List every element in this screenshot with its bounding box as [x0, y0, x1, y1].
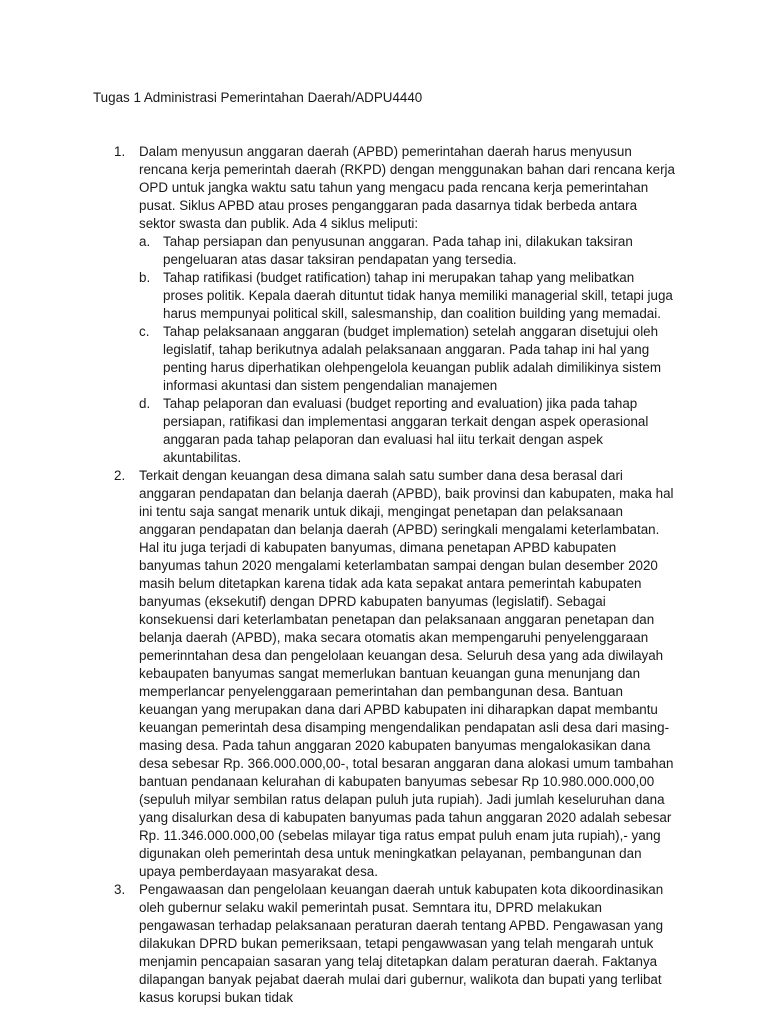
- sub-list-item-letter: d.: [139, 396, 151, 411]
- sub-list-item: [139, 395, 676, 467]
- sub-list: [139, 233, 676, 467]
- sub-list-item-text: Tahap persiapan dan penyusunan anggaran. Pada tahap ini, dilakukan taksiran pengeluaran atas dasar taksiran pendapatan yang tersedia.: [163, 234, 633, 267]
- list-item-number: 2.: [114, 468, 126, 483]
- sub-list-item: [139, 323, 676, 395]
- sub-list-item-text: Tahap pelaksanaan anggaran (budget implemation) setelah anggaran disetujui oleh legislatif, tahap berikutnya adalah pelaksanaan anggaran. Pada tahap ini hal yang penting harus diperhatikan olehpengelola keuangan publik adalah dimilikinya sistem informasi akuntasi dan sistem pengendalian manajemen: [163, 324, 662, 393]
- list-item-number: 3.: [114, 882, 126, 897]
- numbered-list: [0, 143, 768, 1007]
- sub-list-item: [139, 269, 676, 323]
- sub-list-item-letter: c.: [139, 324, 150, 339]
- document-title: Tugas 1 Administrasi Pemerintahan Daerah/ADPU4440: [93, 90, 423, 105]
- list-item-text: Dalam menyusun anggaran daerah (APBD) pemerintahan daerah harus menyusun rencana kerja pemerintah daerah (RKPD) dengan menggunakan bahan dari rencana kerja OPD untuk jangka waktu satu tahun yang mengacu pada rencana kerja pemerintahan pusat. Siklus APBD atau proses penganggaran pada dasarnya tidak berbeda antara sektor swasta dan publik. Ada 4 siklus meliputi:: [139, 144, 675, 231]
- list-item-text: Terkait dengan keuangan desa dimana salah satu sumber dana desa berasal dari anggaran pendapatan dan belanja daerah (APBD), baik provinsi dan kabupaten, maka hal ini tentu saja sangat menarik untuk dikaji, mengingat penetapan dan pelaksanaan anggaran pendapatan dan belanja daerah (APBD) seringkali mengalami keterlambatan. Hal itu juga terjadi di kabupaten banyumas, dimana penetapan APBD kabupaten banyumas tahun 2020 mengalami keterlambatan sampai dengan bulan desember 2020 masih belum ditetapkan karena tidak ada kata sepakat antara pemerintah kabupaten banyumas (eksekutif) dengan DPRD kabupaten banyumas (legislatif). Sebagai konsekuensi dari keterlambatan penetapan dan pelaksanaan anggaran penetapan dan belanja daerah (APBD), maka secara otomatis akan mempengaruhi penyelenggaraan pemerinntahan desa dan pengelolaan keuangan desa. Seluruh desa yang ada diwilayah kebaupaten banyumas sangat memerlukan bantuan keuangan guna menunjang dan memperlancar penyelenggaraan pemerintahan dan pembangunan desa. Bantuan keuangan yang merupakan dana dari APBD kabupaten ini diharapkan dapat membantu keuangan pemerintah desa disamping mengendalikan pendapatan asli desa dari masing-masing desa. Pada tahun anggaran 2020 kabupaten banyumas mengalokasikan dana desa sebesar Rp. 366.000.000,00-, total besaran anggaran dana alokasi umum tambahan bantuan pendanaan kelurahan di kabupaten banyumas sebesar Rp 10.980.000.000,00 (sepuluh milyar sembilan ratus delapan puluh juta rupiah). Jadi jumlah keseluruhan dana yang disalurkan desa di kabupaten banyumas pada tahun anggaran 2020 adalah sebesar Rp. 11.346.000.000,00 (sebelas milayar tiga ratus empat puluh enam juta rupiah),- yang digunakan oleh pemerintah desa untuk meningkatkan pelayanan, pembangunan dan upaya pemberdayaan masyarakat desa.: [139, 468, 674, 879]
- list-item: [0, 881, 768, 1007]
- list-item: [0, 467, 768, 881]
- sub-list-item-text: Tahap pelaporan dan evaluasi (budget reporting and evaluation) jika pada tahap persiapan, ratifikasi dan implementasi anggaran terkait dengan aspek operasional anggaran pada tahap pelaporan dan evaluasi hal iitu terkait dengan aspek akuntabilitas.: [163, 396, 649, 465]
- sub-list-item: [139, 233, 676, 269]
- sub-list-item-letter: a.: [139, 234, 151, 249]
- list-item: [0, 143, 768, 467]
- sub-list-item-letter: b.: [139, 270, 151, 285]
- sub-list-item-text: Tahap ratifikasi (budget ratification) tahap ini merupakan tahap yang melibatkan proses politik. Kepala daerah dituntut tidak hanya memiliki managerial skill, tetapi juga harus mempunyai political skill, salesmanship, dan coalition building yang memadai.: [163, 270, 673, 321]
- list-item-number: 1.: [114, 144, 126, 159]
- list-item-text: Pengawaasan dan pengelolaan keuangan daerah untuk kabupaten kota dikoordinasikan oleh gubernur selaku wakil pemerintah pusat. Semntara itu, DPRD melakukan pengawasan terhadap pelaksanaan peraturan daerah tentang APBD. Pengawasan yang dilakukan DPRD bukan pemeriksaan, tetapi pengawwasan yang telah mengarah untuk menjamin pencapaian sasaran yang telaj ditetapkan dalam peraturan daerah. Faktanya dilapangan banyak pejabat daerah mulai dari gubernur, walikota dan bupati yang terlibat kasus korupsi bukan tidak: [139, 882, 664, 1005]
